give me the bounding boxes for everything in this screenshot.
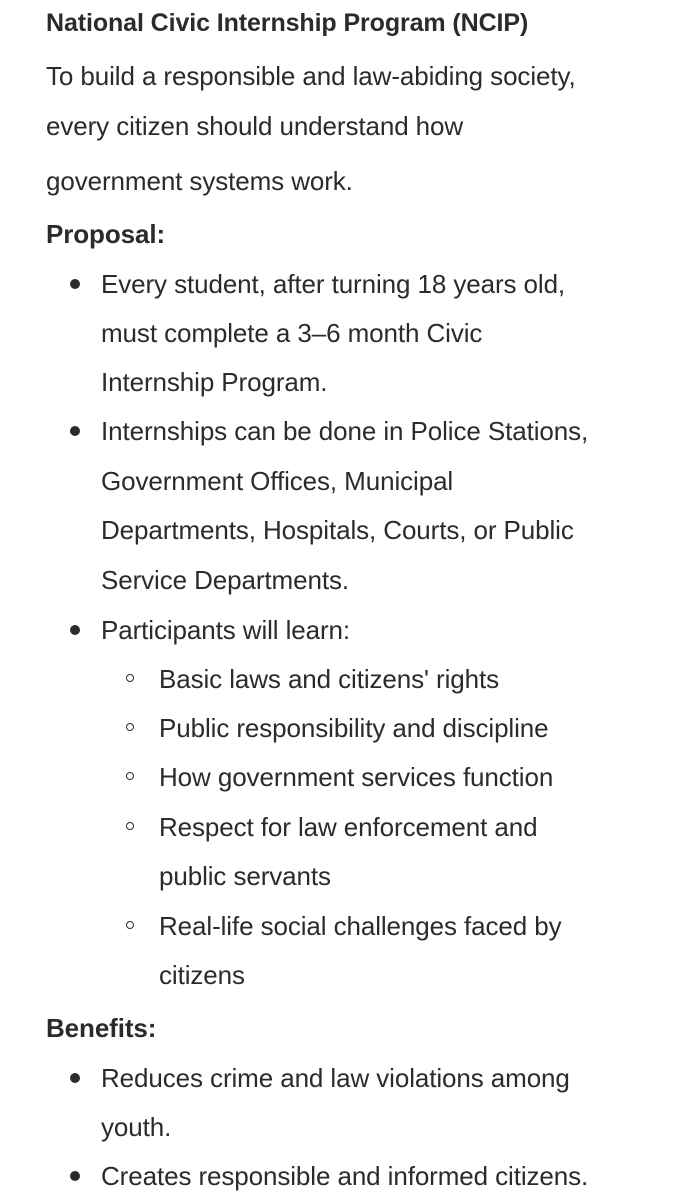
bullet-icon	[70, 279, 80, 289]
intro-line-2: every citizen should understand how	[46, 111, 464, 141]
proposal-item-2-line-1: Internships can be done in Police Stations,	[101, 416, 589, 446]
proposal-item-2-line-2: Government Offices, Municipal	[101, 466, 454, 496]
subitem-4-line-1: Respect for law enforcement and	[159, 812, 538, 842]
proposal-item-1-line-3: Internship Program.	[101, 367, 328, 397]
subitem-3-line-1: How government services function	[159, 762, 554, 792]
proposal-item-2-line-3: Departments, Hospitals, Courts, or Public	[101, 515, 574, 545]
circle-bullet-icon	[126, 921, 134, 929]
circle-bullet-icon	[126, 772, 134, 780]
bullet-icon	[70, 426, 80, 436]
document-title: National Civic Internship Program (NCIP)	[46, 9, 529, 37]
intro-line-3: government systems work.	[46, 166, 353, 196]
benefits-heading: Benefits:	[46, 1013, 157, 1043]
subitem-5-line-1: Real-life social challenges faced by	[159, 911, 562, 941]
benefit-item-1-line-1: Reduces crime and law violations among	[101, 1063, 570, 1093]
proposal-item-3-line-1: Participants will learn:	[101, 615, 351, 645]
proposal-heading: Proposal:	[46, 219, 166, 249]
benefit-item-1-line-2: youth.	[101, 1112, 172, 1142]
circle-bullet-icon	[126, 822, 134, 830]
subitem-2-line-1: Public responsibility and discipline	[159, 713, 549, 743]
subitem-1-line-1: Basic laws and citizens' rights	[159, 664, 500, 694]
bullet-icon	[70, 625, 80, 635]
proposal-item-1-line-2: must complete a 3–6 month Civic	[101, 318, 483, 348]
proposal-item-2-line-4: Service Departments.	[101, 565, 349, 595]
circle-bullet-icon	[126, 674, 134, 682]
subitem-4-line-2: public servants	[159, 861, 331, 891]
subitem-5-line-2: citizens	[159, 960, 245, 990]
intro-line-1: To build a responsible and law-abiding society,	[46, 61, 576, 91]
bullet-icon	[70, 1073, 80, 1083]
benefit-item-2-line-1: Creates responsible and informed citizens.	[101, 1161, 589, 1191]
bullet-icon	[70, 1171, 80, 1181]
proposal-item-1-line-1: Every student, after turning 18 years old,	[101, 269, 566, 299]
circle-bullet-icon	[126, 723, 134, 731]
